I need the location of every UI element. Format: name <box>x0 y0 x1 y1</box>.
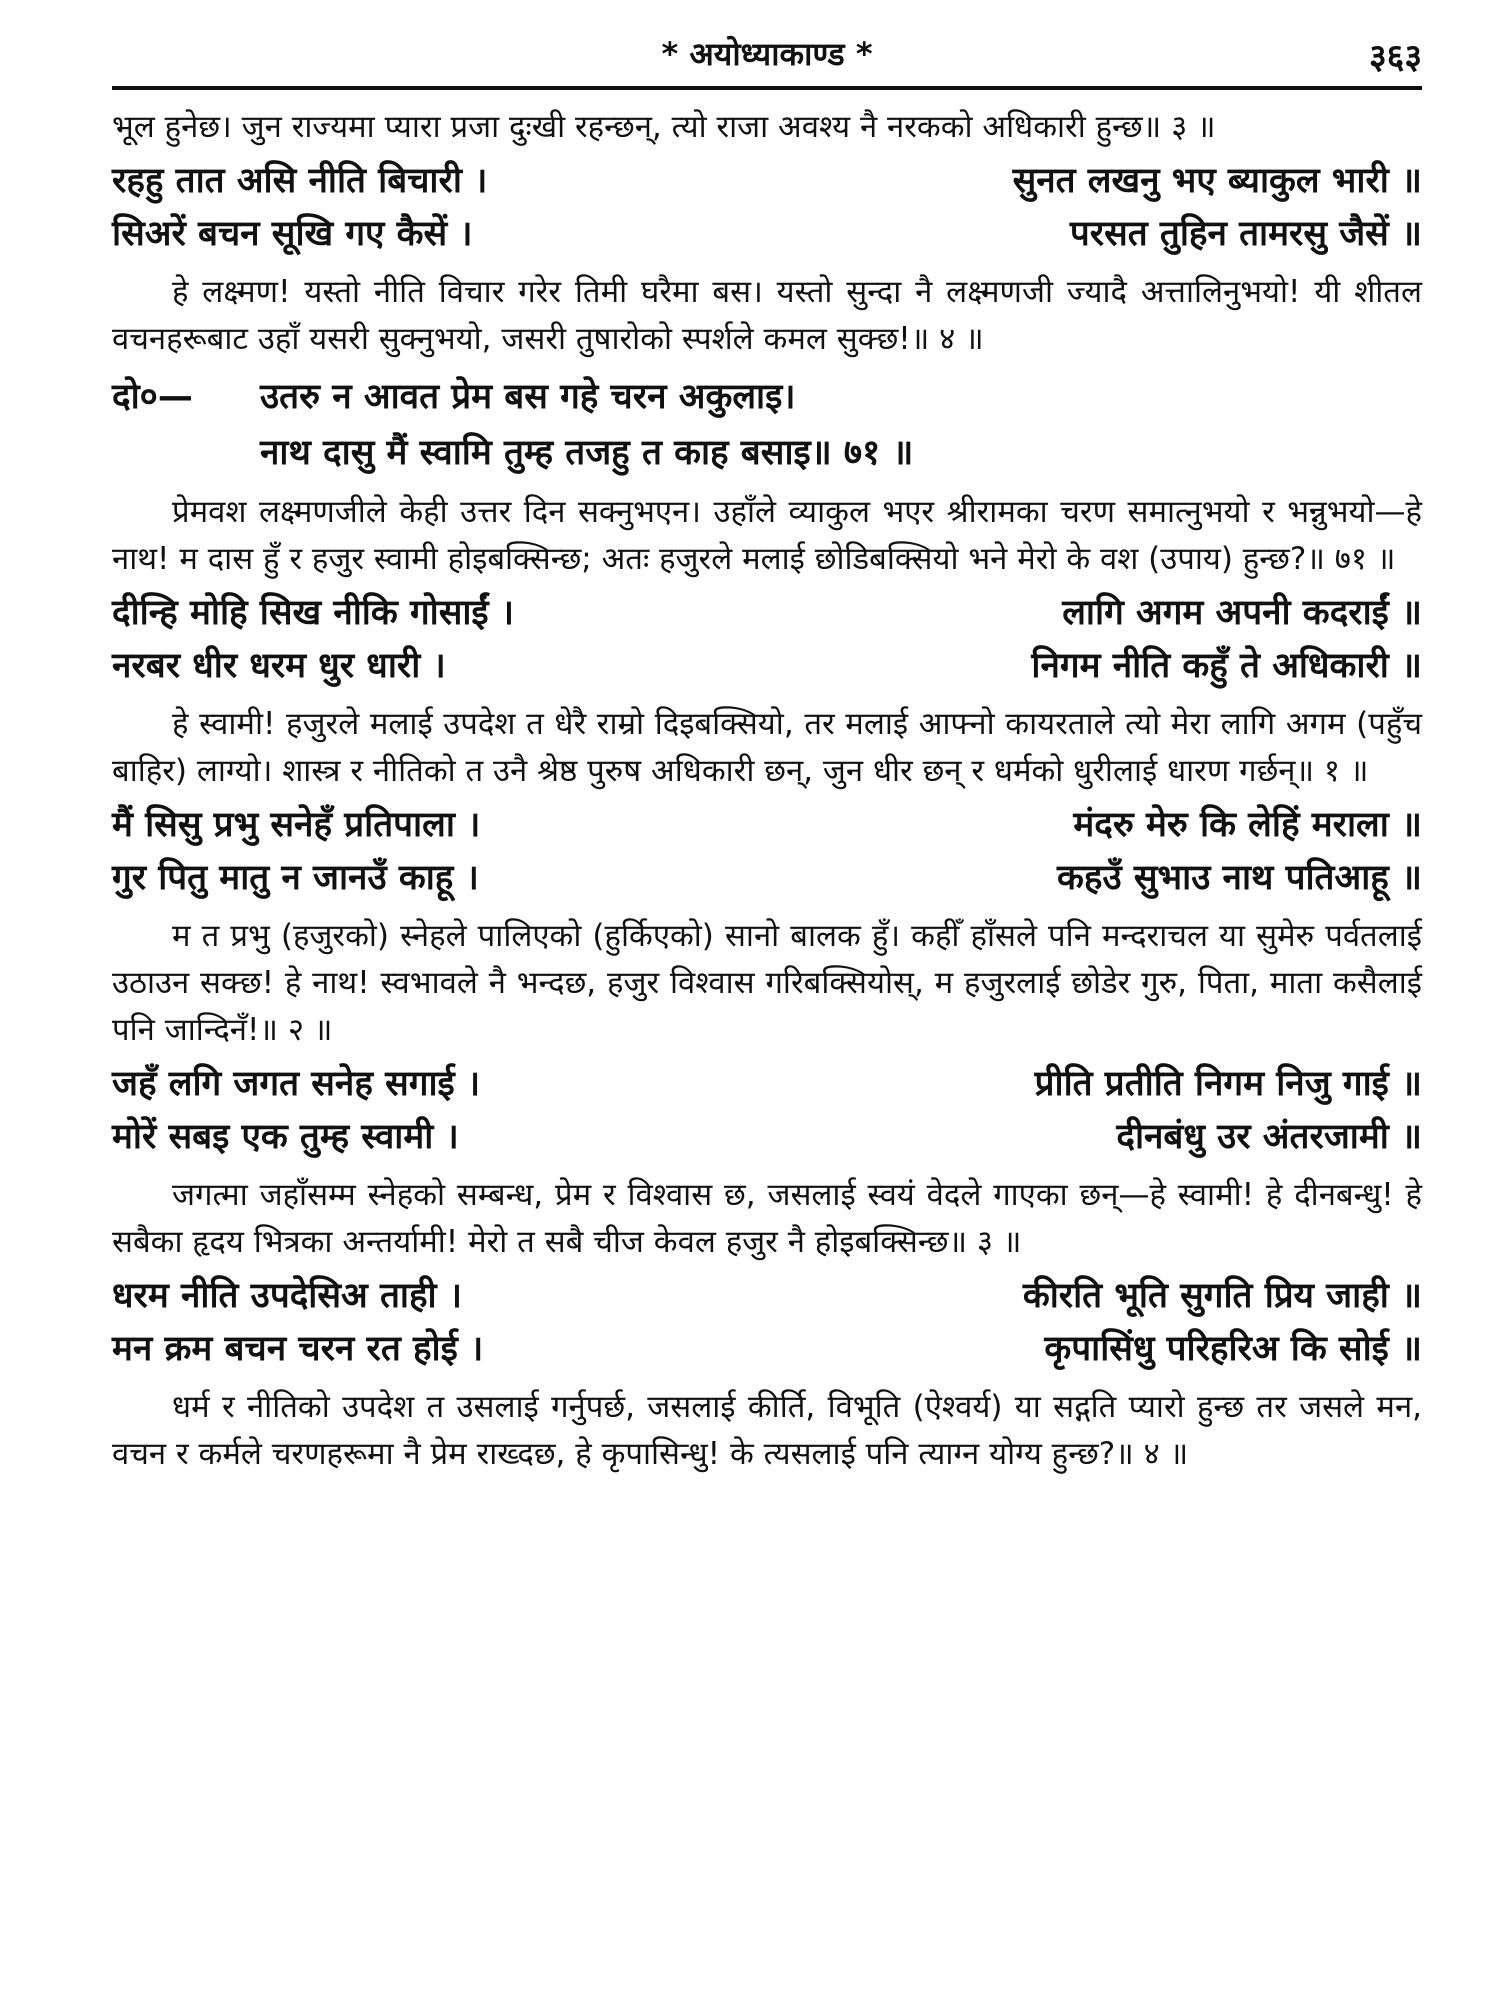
chaupai-verse <box>112 1058 1422 1164</box>
verse-line <box>112 852 1422 905</box>
verse-first-half: गुर पितु मातु न जानउँ काहू । <box>112 858 479 898</box>
verse-first-half: रहहु तात असि नीति बिचारी । <box>112 161 488 201</box>
verse-first-half: सिअरें बचन सूखि गए कैसें । <box>112 214 473 254</box>
verse-first-half: मन क्रम बचन चरन रत होई । <box>112 1329 484 1369</box>
prose-paragraph: हे लक्ष्मण! यस्तो नीति विचार गरेर तिमी घरैमा बस। यस्तो सुन्दा नै लक्ष्मणजी ज्यादै अत्तालिनुभयो! यी शीतल वचनहरूबाट उहाँ यसरी सुक्नुभयो, जसरी तुषारोको स्पर्शले कमल सुक्छ!॥ ४ ॥ <box>112 274 1422 357</box>
prose-paragraph: धर्म र नीतिको उपदेश त उसलाई गर्नुपर्छ, जसलाई कीर्ति, विभूति (ऐश्वर्य) या सद्गति प्यारो हुन्छ तर जसले मन, वचन र कर्मले चरणहरूमा नै प्रेम राख्दछ, हे कृपासिन्धु! के त्यसलाई पनि त्याग्न योग्य हुन्छ?॥ ४ ॥ <box>112 1389 1422 1472</box>
verse-second-half: निगम नीति कहुँ ते अधिकारी ॥ <box>1031 646 1422 686</box>
verse-first-half: दीन्हि मोहि सिख नीकि गोसाईं । <box>112 593 515 633</box>
chaupai-verse <box>112 1270 1422 1376</box>
verse-first-half: नरबर धीर धरम धुर धारी । <box>112 646 446 686</box>
verse-second-half: कहउँ सुभाउ नाथ पतिआहू ॥ <box>1057 858 1422 898</box>
verse-line <box>112 640 1422 693</box>
verse-second-half: परसत तुहिन तामरसु जैसें ॥ <box>1069 214 1422 254</box>
prose-paragraph: प्रेमवश लक्ष्मणजीले केही उत्तर दिन सक्नुभएन। उहाँले व्याकुल भएर श्रीरामका चरण समात्नुभयो र भन्नुभयो—हे नाथ! म दास हुँ र हजुर स्वामी होइबक्सिन्छ; अतः हजुरले मलाई छोडिबक्सियो भने मेरो के वश (उपाय) हुन्छ?॥ ७१ ॥ <box>112 494 1422 577</box>
doha-label: दो०— <box>112 377 193 417</box>
verse-first-half: धरम नीति उपदेसिअ ताही । <box>112 1276 463 1316</box>
verse-second-half: मंदरु मेरु कि लेहिं मराला ॥ <box>1073 805 1422 845</box>
doha-verse <box>112 369 1422 481</box>
verse-line <box>112 1323 1422 1376</box>
chaupai-verse <box>112 155 1422 261</box>
prose-paragraph: हे स्वामी! हजुरले मलाई उपदेश त धेरै राम्रो दिइबक्सियो, तर मलाई आफ्नो कायरताले त्यो मेरा लागि अगम (पहुँच बाहिर) लाग्यो। शास्त्र र नीतिको त उनै श्रेष्ठ पुरुष अधिकारी छन्, जुन धीर छन् र धर्मको धुरीलाई धारण गर्छन्॥ १ ॥ <box>112 706 1422 789</box>
verse-line <box>112 1111 1422 1164</box>
verse-first-half: जहँ लगि जगत सनेह सगाई । <box>112 1064 481 1104</box>
doha-line <box>112 425 1422 481</box>
verse-line <box>112 155 1422 208</box>
page-header <box>112 26 1422 86</box>
verse-second-half: सुनत लखनु भए ब्याकुल भारी ॥ <box>1012 161 1422 201</box>
verse-line <box>112 1270 1422 1323</box>
chaupai-verse <box>112 587 1422 693</box>
prose-paragraph: भूल हुनेछ। जुन राज्यमा प्यारा प्रजा दुःखी रहन्छन्, त्यो राजा अवश्य नै नरकको अधिकारी हुन्छ॥ ३ ॥ <box>112 109 1216 145</box>
page-number: ३६३ <box>1368 37 1422 77</box>
prose-paragraph: म त प्रभु (हजुरको) स्नेहले पालिएको (हुर्किएको) सानो बालक हुँ। कहीँ हाँसले पनि मन्दराचल या सुमेरु पर्वतलाई उठाउन सक्छ! हे नाथ! स्वभावले नै भन्दछ, हजुर विश्वास गरिबक्सियोस्, म हजुरलाई छोडेर गुरु, पिता, माता कसैलाई पनि जान्दिनँ!॥ २ ॥ <box>112 918 1422 1048</box>
prose-paragraph: जगत्मा जहाँसम्म स्नेहको सम्बन्ध, प्रेम र विश्वास छ, जसलाई स्वयं वेदले गाएका छन्—हे स्वामी! हे दीनबन्धु! हे सबैका हृदय भित्रका अन्तर्यामी! मेरो त सबै चीज केवल हजुर नै होइबक्सिन्छ॥ ३ ॥ <box>112 1177 1422 1260</box>
verse-first-half: मोरें सबइ एक तुम्ह स्वामी । <box>112 1117 459 1157</box>
verse-first-half: मैं सिसु प्रभु सनेहँ प्रतिपाला । <box>112 805 481 845</box>
verse-second-half: लागि अगम अपनी कदराईं ॥ <box>1062 593 1422 633</box>
verse-second-half: कीरति भूति सुगति प्रिय जाही ॥ <box>1022 1276 1422 1316</box>
header-rule <box>112 86 1422 90</box>
chaupai-verse <box>112 799 1422 905</box>
verse-second-half: प्रीति प्रतीति निगम निजु गाई ॥ <box>1034 1064 1422 1104</box>
verse-line <box>112 208 1422 261</box>
doha-text: उतरु न आवत प्रेम बस गहे चरन अकुलाइ। <box>260 377 796 417</box>
verse-line <box>112 1058 1422 1111</box>
doha-line <box>112 369 1422 425</box>
verse-line <box>112 587 1422 640</box>
verse-line <box>112 799 1422 852</box>
verse-second-half: कृपासिंधु परिहरिअ कि सोई ॥ <box>1044 1329 1422 1369</box>
running-title: * अयोध्याकाण्ड * <box>661 35 873 73</box>
verse-second-half: दीनबंधु उर अंतरजामी ॥ <box>1116 1117 1422 1157</box>
doha-text: नाथ दासु मैं स्वामि तुम्ह तजहु त काह बसाइ॥ ७१ ॥ <box>260 433 914 473</box>
